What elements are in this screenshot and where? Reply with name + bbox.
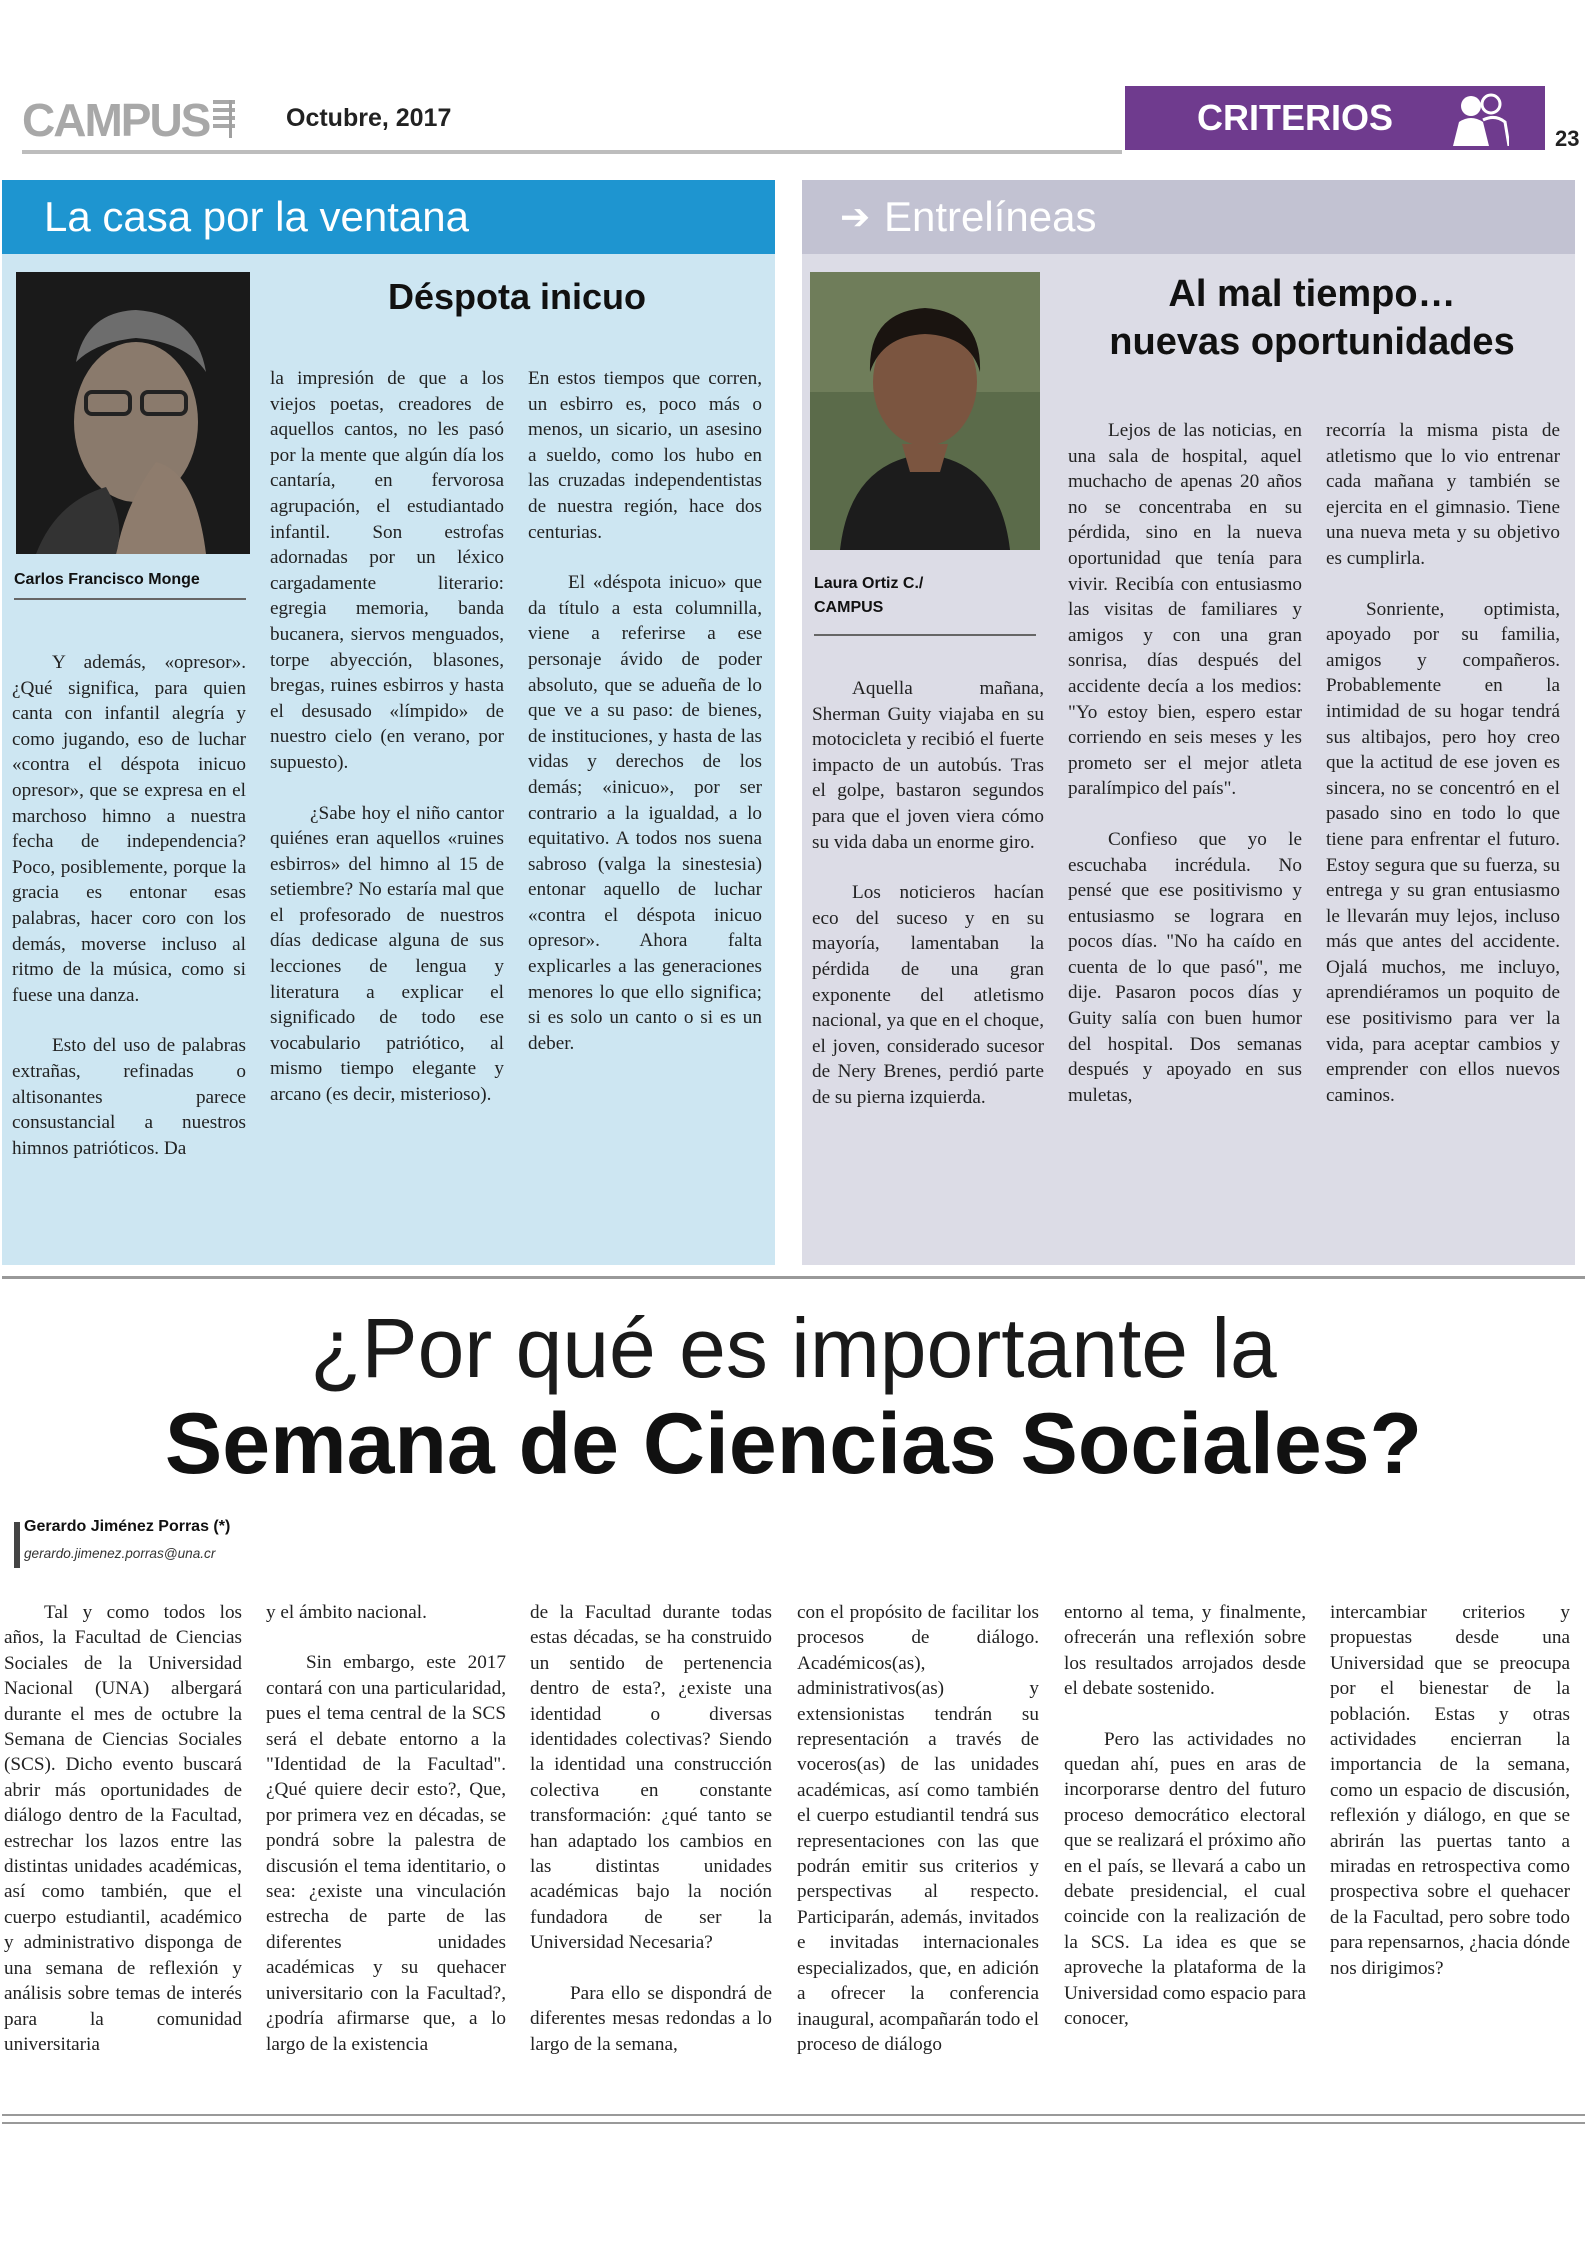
author-name-left: Carlos Francisco Monge	[14, 571, 200, 588]
section-header-right	[802, 180, 1575, 254]
author-name-right	[814, 572, 923, 620]
feature-col4	[797, 1600, 1039, 2082]
feature-author: Gerardo Jiménez Porras (*)	[24, 1518, 231, 1535]
section-header-left: La casa por la ventana	[2, 180, 775, 254]
article-left-col3	[528, 366, 762, 1081]
feature-col6	[1330, 1600, 1570, 2006]
paragraph: El «déspota inicuo» que da título a esta columnilla, viene a referirse a ese personaje ávido de poder absoluto, que se adueña de lo que ve a su paso: de bienes, de instituciones, y hasta de las vidas y derechos de los demás; «inicuo», por ser contrario a la igualdad, a lo equitativo. A todos nos suena sabroso (valga la sinestesia) entonar aquello de luchar «contra el déspota inicuo opresor». Ahora falta explicarles a las generaciones menores lo que ello significa; si es solo un canto o si es un deber.	[528, 572, 762, 1054]
paragraph: ¿Sabe hoy el niño cantor quiénes eran aquellos «ruines esbirros» del himno al 15 de setiembre? No estaría mal que el profesorado de nuestros días dedicase alguna de sus lecciones de lengua y literatura a explicar el significado de todo ese vocabulario patriótico, al mismo tiempo elegante y arcano (es decir, misterioso).	[270, 802, 504, 1106]
paragraph: En estos tiempos que corren, un esbirro es, poco más o menos, un sicario, un asesino a sueldo, como los hubo en las cruzadas independentistas de nuestra región, hace dos centurias.	[528, 368, 762, 543]
feature-title-line2: Semana de Ciencias Sociales?	[164, 1396, 1423, 1492]
article-left-col1	[12, 650, 246, 1186]
feature-col2	[266, 1600, 506, 2082]
paragraph: Sonriente, optimista, apoyado por su familia, amigos y compañeros. Probablemente en la intimidad de su hogar tendrá sus altibajos, pero hoy creo que la actitud de ese joven es sincera, no se concentró en el pasado sino en todo lo que tiene para enfrentar el futuro. Estoy segura que su fuerza, su entrega y su gran entusiasmo le llevarán muy lejos, incluso más que antes del accidente. Ojalá muchos, me incluyo, aprendiéramos un poquito de ese positivismo para ver la vida, para aceptar cambios y emprender con ellos nuevos caminos.	[1326, 598, 1560, 1106]
people-icon	[1449, 92, 1509, 146]
paragraph: y el ámbito nacional.	[266, 1602, 427, 1623]
byline-rule-right	[814, 634, 1036, 636]
paragraph: Los noticieros hacían eco del suceso y en su mayoría, lamentaban la pérdida de una gran exponente del atletismo nacional, ya que en el choque, el joven, considerado sucesor de Nery Brenes, perdió parte de su pierna izquierda.	[812, 882, 1044, 1108]
article-right-col2	[1068, 418, 1302, 1133]
feature-col1	[4, 1600, 242, 2082]
section-label-right: Entrelíneas	[884, 193, 1097, 240]
column-entrelineas	[802, 180, 1575, 1265]
feature-col5	[1064, 1600, 1306, 2057]
article-title-right	[1052, 270, 1572, 366]
author-affiliation: CAMPUS	[814, 599, 884, 616]
article-title-left: Déspota inicuo	[387, 276, 647, 317]
title-line: nuevas oportunidades	[1109, 321, 1515, 363]
page-number: 23	[1555, 126, 1580, 151]
feature-title-line1: ¿Por qué es importante la	[310, 1301, 1277, 1395]
paragraph: recorría la misma pista de atletismo que lo vio entrenar cada mañana y también se ejercita en el gimnasio. Tiene una nueva meta y su objetivo es cumplirla.	[1326, 420, 1560, 569]
title-line: Al mal tiempo…	[1168, 273, 1456, 315]
paragraph: Lejos de las noticias, en una sala de hospital, aquel muchacho de apenas 20 años no se concentraba en su pérdida, sino en la nueva oportunidad que tenía para vivir. Recibía con entusiasmo las visitas de familiares y amigos y con una gran sonrisa, días después del accidente decía a los medios: "Yo estoy bien, espero estar corriendo en seis meses y les prometo ser el mejor atleta paralímpico del país".	[1068, 420, 1302, 800]
section-divider-bottom-2	[2, 2122, 1585, 2124]
issue-date: Octubre, 2017	[286, 104, 452, 132]
section-divider-bottom	[2, 2114, 1585, 2116]
section-name: CRITERIOS	[1197, 97, 1394, 138]
article-left-col2	[270, 366, 504, 1133]
paragraph: intercambiar criterios y propuestas desde una Universidad que se preocupa por el bienestar de la población. Estas y otras actividades encierran la importancia de la semana, como un espacio de discusión, reflexión y diálogo, en que se abrirán las puertas tanto a miradas en retrospectiva como prospectiva sobre el quehacer de la Facultad, pero sobre todo para repensarnos, ¿hacia dónde nos dirigimos?	[1330, 1602, 1570, 1979]
paragraph: Para ello se dispondrá de diferentes mesas redondas a lo largo de la semana,	[530, 1982, 772, 2055]
paragraph: Confieso que yo le escuchaba incrédula. No pensé que ese positivismo y entusiasmo se lograra en pocos días. "No ha caído en cuenta de lo que pasó", me dije. Pasaron pocos días y Guity salía con buen humor del hospital. Dos semanas después y apoyado en sus muletas,	[1068, 828, 1302, 1106]
author-line: Laura Ortiz C./	[814, 575, 924, 592]
column-la-casa-por-la-ventana	[2, 180, 775, 1265]
paragraph: entorno al tema, y finalmente, ofrecerán una reflexión sobre los resultados arrojados desde el debate sostenido.	[1064, 1602, 1306, 1700]
feature-col3	[530, 1600, 772, 2082]
paragraph: Y además, «opresor». ¿Qué significa, para quien canta con infantil alegría y como jugando, eso de luchar «contra el déspota inicuo opresor», que se expresa en el marchoso himno a nuestra fecha de independencia? Poco, posiblemente, porque la gracia es entonar esas palabras, hacer coro con los demás, moverse incluso al ritmo de la música, como si fuese una danza.	[12, 652, 246, 1006]
paragraph: de la Facultad durante todas estas décadas, se ha construido un sentido de pertenencia dentro de esta?, ¿existe una identidad o diversas identidades colectivas? Siendo la identidad una construcción colectiva en constante transformación: ¿qué tanto se han adaptado los cambios en las distintas unidades académicas bajo la noción fundadora de ser la Universidad Necesaria?	[530, 1602, 772, 1954]
author-photo-ortiz	[810, 272, 1040, 550]
author-photo-monge	[16, 272, 250, 554]
paragraph: con el propósito de facilitar los procesos de diálogo. Académicos(as), administrativos(as) y extensionistas tendrán su representación a través de voceros(as) de las unidades académicas, así como también el cuerpo estudiantil tendrá sus representaciones con las que podrán emitir sus criterios y perspectivas al respecto. Participarán, además, invitados e invitadas internacionales especializados, que, en adición a ofrecer la conferencia inaugural, acompañarán todo el proceso de diálogo	[797, 1602, 1039, 2055]
paragraph: Sin embargo, este 2017 contará con una particularidad, pues el tema central de la SCS será el debate entorno a la "Identidad de la Facultad". ¿Qué quiere decir esto?, Que, por primera vez en décadas, se pondrá sobre la palestra de discusión el tema identitario, o sea: ¿existe una vinculación estrecha de parte de las diferentes unidades académicas y su quehacer universitario con la Facultad?, ¿podría afirmarse que, a lo largo de la existencia	[266, 1652, 506, 2055]
campus-logo: CAMPUS	[22, 96, 235, 144]
paragraph: Esto del uso de palabras extrañas, refinadas o altisonantes parece consustancial a nuestros himnos patrióticos. Da	[12, 1035, 246, 1159]
section-badge	[1125, 86, 1545, 150]
paragraph: la impresión de que a los viejos poetas, creadores de aquellos cantos, no les pasó por la mente que algún día los cantaría, en fervorosa agrupación, el estudiantado infantil. Son estrofas adornadas por un léxico cargadamente literario: egregia memoria, banda bucanera, siervos menguados, torpe abyección, blasones, bregas, ruines esbirros y hasta el desusado «límpido» de nuestro cielo (en verano, por supuesto).	[270, 368, 504, 773]
masthead-rule	[22, 150, 1122, 154]
author-bar	[14, 1522, 20, 1568]
feature-author-email: gerardo.jimenez.porras@una.cr	[24, 1546, 216, 1561]
article-right-col1	[812, 676, 1044, 1136]
paragraph: Aquella mañana, Sherman Guity viajaba en su motocicleta y recibió el fuerte impacto de un autobús. Tras el golpe, bastaron segundos para que el joven viera cómo su vida daba un enorme giro.	[812, 678, 1044, 853]
byline-rule-left	[14, 598, 246, 600]
masthead-separator	[229, 100, 232, 138]
section-divider-top	[2, 1276, 1585, 1279]
article-right-col3	[1326, 418, 1560, 1133]
paragraph: Pero las actividades no quedan ahí, pues en aras de incorporarse dentro del futuro proceso democrático electoral que se realizará el próximo año en el país, se llevará a cabo un debate presidencial, el cual coincide con la realización de la SCS. La idea es que se aproveche la plataforma de la Universidad como espacio para conocer,	[1064, 1728, 1306, 2030]
paragraph: Tal y como todos los años, la Facultad de Ciencias Sociales de la Universidad Nacional (UNA) albergará durante el mes de octubre la Semana de Ciencias Sociales (SCS). Dicho evento buscará abrir más oportunidades de diálogo dentro de la Facultad, estrechar los lazos entre las distintas unidades académicas, así como también, que el cuerpo estudiantil, académico y administrativo disponga de una semana de reflexión y análisis sobre temas de interés para la comunidad universitaria	[4, 1602, 242, 2055]
arrow-right-icon: ➔	[840, 196, 871, 237]
masthead	[22, 82, 1580, 156]
